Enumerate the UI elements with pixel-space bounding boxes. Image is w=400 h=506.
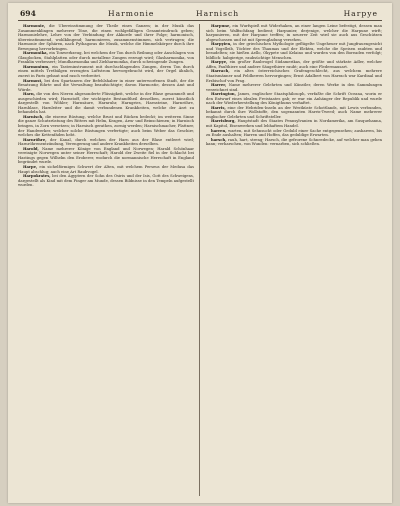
dictionary-entry bbox=[206, 138, 382, 147]
entry-headword: Harpokrates, bbox=[23, 173, 51, 179]
entry-text: ein Wurfspieß mit Widerhaken, an einer langen Leine befestigt, dessen man sich beim Walfischfang bedient; Harpunier, derjenige, welcher die Harpune wirft; harpunieren, mit der Harpune treffen; in neuerer Zeit wird sie auch aus Geschützen abgeschossen und ist mit Sprengladung versehen. bbox=[206, 24, 382, 42]
entry-headword: Harmonium, bbox=[23, 63, 50, 69]
entry-headword: Harn, bbox=[23, 91, 35, 97]
entry-headword: Harnisch, bbox=[23, 113, 44, 119]
dictionary-entry bbox=[18, 65, 194, 79]
entry-headword: Harold, bbox=[23, 145, 39, 151]
dictionary-entry bbox=[206, 106, 382, 120]
entry-text: James, englischer Staatsphilosoph, verfaßte die Schrift Oceana, worin er den Entwurf eines idealen Freistaates gab; er war ein Anhänger der Republik und wurde nach der Wiederherstellung des Königthums verhaftet. bbox=[206, 92, 382, 106]
dictionary-page bbox=[8, 3, 392, 503]
entry-headword: Harrach, bbox=[211, 68, 230, 74]
entry-headword: Harpe, bbox=[23, 163, 38, 169]
dictionary-entry bbox=[18, 147, 194, 165]
entry-headword: harren, bbox=[211, 127, 227, 133]
right-column bbox=[206, 24, 382, 498]
dictionary-entry bbox=[18, 24, 194, 51]
header-word-center: Harnisch bbox=[196, 9, 240, 18]
entry-text: ein großer Raubvogel Südamerikas, der größte und stärkste Adler, welcher Affen, Faulthiere und andere Säugethiere raubt; auch eine Fledermausart. bbox=[206, 60, 382, 69]
entry-text: Hauptstadt des Staates Pennsylvanien in Nordamerika, am Susquehanna, mit Kapitol, Eisenwerken und lebhaftem Handel. bbox=[206, 119, 382, 129]
running-header bbox=[18, 7, 382, 21]
entry-headword: harsch, bbox=[211, 136, 227, 142]
entry-headword: Harris, bbox=[211, 104, 226, 110]
entry-text: der Kanal, durch welchen der Harn aus der Blase entleert wird; Harnröhrenentzündung, Verengerung und andere Krankheiten derselben. bbox=[18, 137, 194, 147]
entry-text: ein sichelförmiges Schwert der Alten, mit welchem Perseus der Medusa das Haupt abschlug; auch eine Art Raubvogel. bbox=[18, 164, 194, 174]
dictionary-entry bbox=[206, 42, 382, 60]
entry-text: die eiserne Rüstung, welche Brust und Rücken bedeckt; im weiteren Sinne die ganze Schutzrüstung des Ritters mit Helm, Kragen, Arm- und Beinschienen; in Harnisch bringen, in Zorn versetzen; in Harnisch gerathen, zornig werden; Harnischmacher, Plattner, der Handwerker, welcher solche Rüstungen verfertigte; auch beim Weber das Geschirr, welches die Kettenfäden hebt. bbox=[18, 114, 194, 138]
entry-headword: Harmonika, bbox=[23, 50, 48, 56]
dictionary-entry bbox=[18, 79, 194, 93]
entry-headword: Harrisburg, bbox=[211, 118, 236, 124]
entry-text: die Übereinstimmung der Theile eines Ganzen; in der Musik das Zusammenklingen mehrerer Töne, die einen wohlgefälligen Gesamteindruck geben; Harmonielehre, Lehre von der Verbindung der Akkorde und ihrer Folge; harmonisch, übereinstimmend, wohlklingend; harmonieren, zusammenstimmen, sich vertragen; die Harmonie der Sphären, nach Pythagoras die Musik, welche die Himmelskörper durch ihre Bewegung hervorbringen. bbox=[18, 24, 194, 51]
entry-headword: Harmonie, bbox=[23, 24, 46, 28]
entry-text: ein Tonwerkzeug, bei welchem der Ton durch Reibung oder Anschlagen von Glasglocken, Stahlplatten oder durch metallene Zungen erzeugt wird; Glasharmonika, von Franklin verbessert; Mundharmonika und Ziehharmonika, durch schwingende Zungen. bbox=[18, 51, 194, 65]
entry-text: in der griechischen Mythologie geflügelte Ungeheuer mit Jungfrauengesicht und Vogelleib, Töchter des Thaumas und der Elektra, welche die Speisen raubten und besudelten; sie hießen Aello, Okypete und Kelaino und wurden von den Boreaden verfolgt; bildlich: habgierige, raubsüchtige Menschen. bbox=[206, 42, 382, 60]
entry-text: die von den Nieren abgesonderte Flüssigkeit, welche in der Blase gesammelt und ausgeschieden wird; Harnstoff, der wichtigste Bestandtheil desselben, zuerst künstlich dargestellt von Wöhler; Harnsäure, Harnruhr, Harngries, Harnsteine, Harnröhre, Harnblase, Harnleiter und die damit verbundenen Krankheiten, welche der Arzt zu behandeln hat. bbox=[18, 92, 194, 115]
page-number: 694 bbox=[20, 9, 36, 18]
dictionary-entry bbox=[206, 119, 382, 128]
header-word-right: Harpye bbox=[343, 9, 378, 18]
entry-text: ein Tasteninstrument mit durchschlagenden Zungen, deren Ton durch einen mittels Tretbälgen erzeugten Luftstrom hervorgebracht wird, der Orgel ähnlich, zuerst in Paris gebaut und rasch verbreitet. bbox=[18, 64, 194, 79]
dictionary-entry bbox=[206, 129, 382, 138]
dictionary-entry bbox=[206, 24, 382, 42]
entry-text: eine der Hebriden-Inseln an der Westküste Schottlands, mit Lewis verbunden, bekannt durch ihre Wollstoffe, den sogenannten Harris-Tweed; auch Name mehrerer englischer Gelehrten und Schriftsteller. bbox=[206, 105, 382, 119]
column-divider bbox=[199, 24, 200, 496]
left-column bbox=[18, 24, 194, 498]
dictionary-entry bbox=[18, 138, 194, 147]
entry-text: Name mehrerer Könige von England und Norwegen; Harald Schönhaar vereinigte Norwegen unter seiner Herrschaft; Harold der Zweite fiel in der Schlacht bei Hastings gegen Wilhelm den Eroberer, wodurch die normannische Herrschaft in England begründet wurde. bbox=[18, 146, 194, 165]
dictionary-entry bbox=[18, 115, 194, 138]
dictionary-entry bbox=[206, 69, 382, 83]
entry-headword: Harpune, bbox=[211, 24, 231, 28]
header-rule bbox=[18, 20, 382, 21]
dictionary-entry bbox=[18, 92, 194, 115]
dictionary-entry bbox=[18, 174, 194, 188]
entry-text: bei den Ägyptern der Sohn des Osiris und der Isis, Gott des Schweigens, dargestellt als Kind mit dem Finger am Munde, dessen Bildnisse in den Tempeln aufgestellt wurden. bbox=[18, 174, 194, 188]
dictionary-entry bbox=[206, 92, 382, 106]
entry-text: Name mehrerer Gelehrten und Künstler, deren Werke in den Sammlungen verzeichnet sind. bbox=[206, 83, 382, 92]
entry-headword: Harrington, bbox=[211, 91, 236, 97]
entry-text: rauh, hart, streng; Harsch, die gefrorene Schneedecke, auf welcher man gehen kann; verharschen, von Wunden: vernarben, sich schließen. bbox=[206, 137, 382, 147]
entry-headword: Harpyien, bbox=[211, 41, 232, 47]
entry-headword: Harrer, bbox=[211, 82, 227, 88]
header-word-left: Harmonie bbox=[108, 9, 155, 18]
entry-headword: Harnröhre, bbox=[23, 136, 47, 142]
entry-text: ein altes österreichisches Grafengeschlecht, aus welchem mehrere Staatsmänner und Feldherren hervorgingen; Ernst Adalbert von Harrach war Kardinal und Erzbischof von Prag. bbox=[206, 69, 382, 83]
entry-headword: Harpye, bbox=[211, 59, 228, 65]
entry-headword: Harmost, bbox=[23, 77, 43, 83]
entry-text: bei den Spartanern der Befehlshaber in einer unterworfenen Stadt, der die Besatzung führte und die Verwaltung beaufsichtigte; davon Harmostie, dessen Amt und Würde. bbox=[18, 78, 194, 92]
dictionary-entry bbox=[18, 51, 194, 65]
entry-text: warten, mit Sehnsucht oder Geduld einer Sache entgegensehen; ausharren, bis zu Ende aushalten; Harren und Hoffen, das geduldige Erwarten. bbox=[206, 128, 382, 138]
